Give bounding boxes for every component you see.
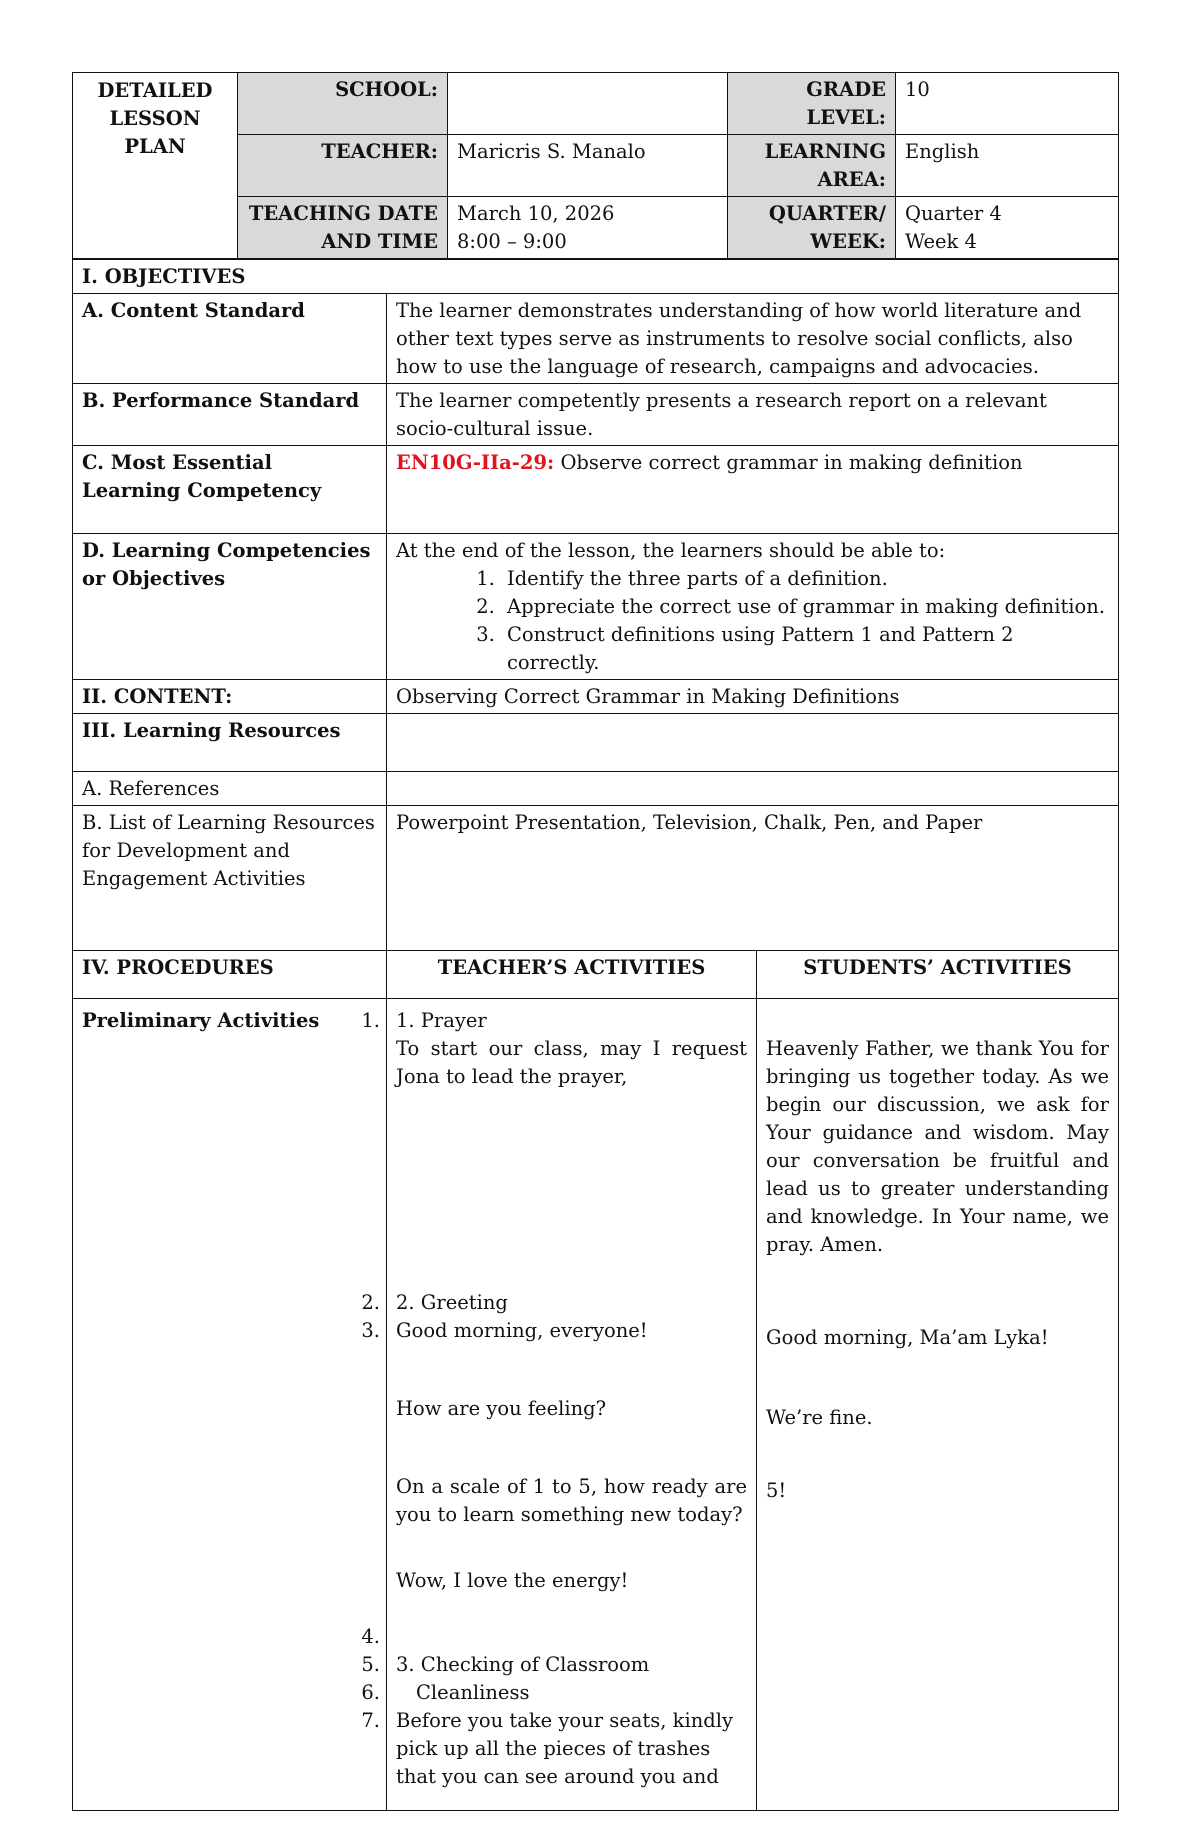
teacher-label: TEACHER:	[238, 135, 448, 197]
teaching-date-label: TEACHING DATE AND TIME	[238, 197, 448, 259]
school-label: SCHOOL:	[238, 73, 448, 135]
content-standard-label: A. Content Standard	[73, 294, 387, 384]
content-text: Observing Correct Grammar in Making Definitions	[387, 680, 1119, 714]
learning-area-value: English	[896, 135, 1119, 197]
teacher-value: Maricris S. Manalo	[448, 135, 728, 197]
list-number: 6.	[361, 1681, 380, 1704]
students-activities-cell	[757, 999, 1119, 1811]
learning-area-label: LEARNING AREA:	[728, 135, 896, 197]
performance-standard-label: B. Performance Standard	[73, 384, 387, 446]
lesson-plan-document	[72, 72, 1118, 1811]
objectives-heading: I. OBJECTIVES	[73, 260, 1119, 294]
list-number: 2.	[361, 1291, 380, 1314]
melc-text: Observe correct grammar in making definition	[554, 451, 1023, 474]
resources-list-text: Powerpoint Presentation, Television, Chalk, Pen, and Paper	[387, 806, 1119, 951]
greeting-student-text: Good morning, Ma’am Lyka!	[766, 1326, 1049, 1349]
content-label: II. CONTENT:	[73, 680, 387, 714]
teacher-activities-heading: TEACHER’S ACTIVITIES	[387, 951, 757, 999]
list-item: 3. Construct definitions using Pattern 1 and Pattern 2 correctly.	[501, 621, 1109, 677]
list-item: 2. Appreciate the correct use of grammar in making definition.	[501, 593, 1109, 621]
melc-code: EN10G-IIa-29:	[396, 451, 555, 474]
week-value: Week 4	[905, 230, 977, 253]
school-value	[448, 73, 728, 135]
content-standard-text: The learner demonstrates understanding of how world literature and other text types serve as instruments to resolve social conflicts, also how to use the language of research, campaigns and advocacies.	[387, 294, 1119, 384]
resources-list-label: B. List of Learning Resources for Development and Engagement Activities	[73, 806, 387, 951]
melc-cell	[387, 446, 1119, 534]
preliminary-activities-cell	[73, 999, 387, 1811]
learning-competencies-cell	[387, 534, 1119, 680]
quarter-value: Quarter 4	[905, 202, 1002, 225]
performance-standard-text: The learner competently presents a research report on a relevant socio-cultural issue.	[387, 384, 1119, 446]
quarter-label: QUARTER/ WEEK:	[728, 197, 896, 259]
quarter-week-value	[896, 197, 1119, 259]
learning-resources-label: III. Learning Resources	[73, 714, 387, 772]
prayer-teacher-text: To start our class, may I request Jona to lead the prayer,	[396, 1037, 747, 1088]
time-value: 8:00 – 9:00	[457, 230, 567, 253]
list-number: 5.	[361, 1653, 380, 1676]
scale-teacher-text: On a scale of 1 to 5, how ready are you to learn something new today?	[396, 1475, 747, 1526]
prayer-title: 1. Prayer	[396, 1009, 487, 1032]
references-label: A. References	[73, 772, 387, 806]
header-table	[72, 72, 1119, 259]
learning-resources-value	[387, 714, 1119, 772]
cleanliness-title-continued: Cleanliness	[416, 1681, 530, 1704]
greeting-teacher-text: Good morning, everyone!	[396, 1319, 648, 1342]
melc-label: C. Most Essential Learning Competency	[73, 446, 387, 534]
grade-label: GRADE LEVEL:	[728, 73, 896, 135]
list-number: 4.	[361, 1625, 380, 1648]
list-number: 3.	[361, 1319, 380, 1342]
prayer-student-text: Heavenly Father, we thank You for bringing us together today. As we begin our discussion, we ask for Your guidance and wisdom. May our conversation be fruitful and lead us to greater understanding and knowledge. In Your name, we pray. Amen.	[766, 1037, 1109, 1256]
list-number: 7.	[361, 1709, 380, 1732]
list-item: 1. Identify the three parts of a definition.	[501, 565, 1109, 593]
list-number: 1.	[361, 1009, 380, 1032]
greeting-title: 2. Greeting	[396, 1291, 508, 1314]
date-value: March 10, 2026	[457, 202, 615, 225]
document-title: DETAILED LESSON PLAN	[73, 73, 238, 259]
references-value	[387, 772, 1119, 806]
scale-student-text: 5!	[766, 1479, 787, 1502]
learning-competencies-label: D. Learning Competencies or Objectives	[73, 534, 387, 680]
feeling-student-text: We’re fine.	[766, 1406, 873, 1429]
teaching-date-value	[448, 197, 728, 259]
lc-intro: At the end of the lesson, the learners should be able to:	[396, 539, 946, 562]
cleanliness-teacher-text: Before you take your seats, kindly pick up all the pieces of trashes that you can see around you and	[396, 1709, 734, 1788]
feeling-teacher-text: How are you feeling?	[396, 1397, 607, 1420]
procedures-label: IV. PROCEDURES	[73, 951, 387, 999]
grade-value: 10	[896, 73, 1119, 135]
preliminary-activities-label: Preliminary Activities	[82, 1009, 320, 1032]
main-table	[72, 259, 1119, 1811]
cleanliness-title: 3. Checking of Classroom	[396, 1653, 650, 1676]
students-activities-heading: STUDENTS’ ACTIVITIES	[757, 951, 1119, 999]
energy-teacher-text: Wow, I love the energy!	[396, 1569, 629, 1592]
teacher-activities-cell	[387, 999, 757, 1811]
objectives-list	[396, 565, 1109, 677]
